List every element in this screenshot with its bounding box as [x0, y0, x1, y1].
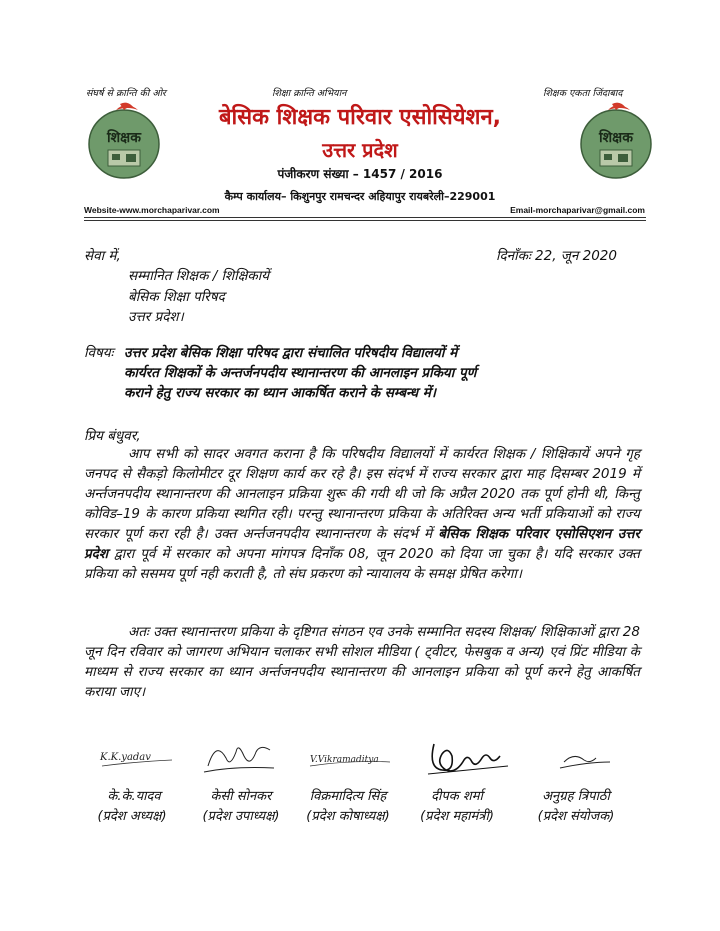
subject-line-2: कार्यरत शिक्षकों के अन्तर्जनपदीय स्थानान्तरण की आनलाइन प्रकिया पूर्ण — [124, 365, 477, 381]
subject-line-1: उत्तर प्रदेश बेसिक शिक्षा परिषद द्वारा संचालित परिषदीय विद्यालयों में — [124, 345, 458, 361]
organization-name: बेसिक शिक्षक परिवार एसोसियेशन, — [218, 105, 502, 130]
body-paragraph-1 — [84, 444, 640, 584]
signatory-role-2: (प्रदेश उपाध्यक्ष) — [202, 809, 280, 824]
signature-vikramaditya — [306, 736, 394, 780]
signatory-role-5: (प्रदेश संयोजक) — [537, 809, 615, 824]
svg-text:शिक्षक: शिक्षक — [599, 130, 633, 146]
svg-text:V.Vikramaditya: V.Vikramaditya — [310, 755, 379, 765]
signatory-name-2: केसी सोनकर — [210, 789, 272, 804]
svg-text:K.K.yadav: K.K.yadav — [100, 752, 151, 763]
para1-text-b: द्वारा पूर्व में सरकार को अपना मांगपत्र दिनाँक 08, जून 2020 को दिया जा चुका है। यदि सरकार उक्त प्रकिया को ससमय पूर्ण नही कराती है, तो संघ प्रकरण को न्यायालय के समक्ष प्रेषित करेगा। — [84, 546, 640, 582]
signature-kc-sonkar — [198, 736, 282, 780]
organization-state: उत्तर प्रदेश — [322, 138, 398, 162]
para1-text-a: आप सभी को सादर अवगत कराना है कि परिषदीय विद्यालयों में कार्यरत शिक्षक / शिक्षिकायें अपने गृह जनपद से सैकड़ो किलोमीटर दूर शिक्षण कार्य कर रहे है। इस संदर्भ में राज्य सरकार द्वारा माह दिसम्बर 2019 में अर्न्तजनपदीय स्थानान्तरण की आनलाइन प्रक्रिया शुरू की गयी थी जो कि अप्रैल 2020 तक पूर्ण होनी थी, किन्तु कोविड–19 के कारण प्रकिया स्थगित रही। परन्तु स्थानान्तरण प्रकिया के अतिरिक्त अन्य भर्ती प्रकियाओं को राज्य सरकार पूर्ण करा रही है। उक्त अर्न्तजनपदीय स्थानान्तरण के संदर्भ में — [84, 446, 640, 542]
signatory-name-4: दीपक शर्मा — [431, 789, 483, 804]
signature-kk-yadav — [94, 736, 178, 780]
recipient-line-3: उत्तर प्रदेश। — [128, 309, 184, 325]
tagline-right: शिक्षक एकता जिंदाबाद — [543, 88, 623, 99]
signatory-name-5: अनुग्रह त्रिपाठी — [542, 789, 610, 804]
signatory-name-1: के.के.यादव — [107, 789, 161, 804]
recipient-line-2: बेसिक शिक्षा परिषद — [128, 289, 225, 305]
salutation: प्रिय बंधुवर, — [84, 428, 141, 444]
signatory-name-3: विक्रमादित्य सिंह — [309, 789, 387, 804]
subject-label: विषयः — [84, 345, 114, 361]
signature-anugrah-tripathi — [544, 736, 624, 780]
signatory-role-3: (प्रदेश कोषाध्यक्ष) — [306, 809, 390, 824]
tagline-left: संघर्ष से क्रान्ति की ओर — [86, 88, 166, 99]
tagline-center: शिक्षा क्रान्ति अभियान — [272, 88, 347, 99]
signature-deepak-sharma — [420, 736, 516, 780]
signatory-role-1: (प्रदेश अध्यक्ष) — [97, 809, 167, 824]
email-text: Email-morchaparivar@gmail.com — [510, 205, 645, 215]
website-text: Website-www.morchaparivar.com — [84, 205, 220, 215]
to-label: सेवा में, — [84, 248, 121, 264]
association-name-bold: बेसिक शिक्षक परिवार एसोसिएशन उत्तर प्रदेश — [84, 526, 640, 562]
letter-date: दिनाँकः 22, जून 2020 — [496, 248, 617, 264]
office-address: कैम्प कार्यालय– किशुनपुर रामचन्दर अहियापुर रायबरेली–229001 — [224, 190, 496, 203]
header-divider-2 — [84, 220, 646, 221]
header-divider — [84, 217, 646, 218]
signatory-role-4: (प्रदेश महामंत्री) — [420, 809, 494, 824]
svg-text:शिक्षक: शिक्षक — [107, 130, 141, 146]
registration-number: पंजीकरण संख्या – 1457 / 2016 — [277, 167, 443, 181]
subject-line-3: कराने हेतु राज्य सरकार का ध्यान आकर्षित कराने के सम्बन्ध में। — [124, 385, 436, 401]
body-paragraph-2: अतः उक्त स्थानान्तरण प्रकिया के दृष्टिगत संगठन एव उनके सम्मानित सदस्य शिक्षक/ शिक्षिकाओं द्वारा 28 जून दिन रविवार को जागरण अभियान चलाकर सभी सोशल मीडिया ( ट्वीटर, फेसबुक व अन्य) एवं प्रिंट मीडिया के माध्यम से राज्य सरकार का ध्यान अर्न्तजनपदीय स्थानान्तरण की आनलाइन प्रकिया को पूर्ण करने हेतु आकर्षित कराया जाए। — [84, 624, 640, 700]
recipient-line-1: सम्मानित शिक्षक / शिक्षिकायें — [128, 268, 270, 284]
